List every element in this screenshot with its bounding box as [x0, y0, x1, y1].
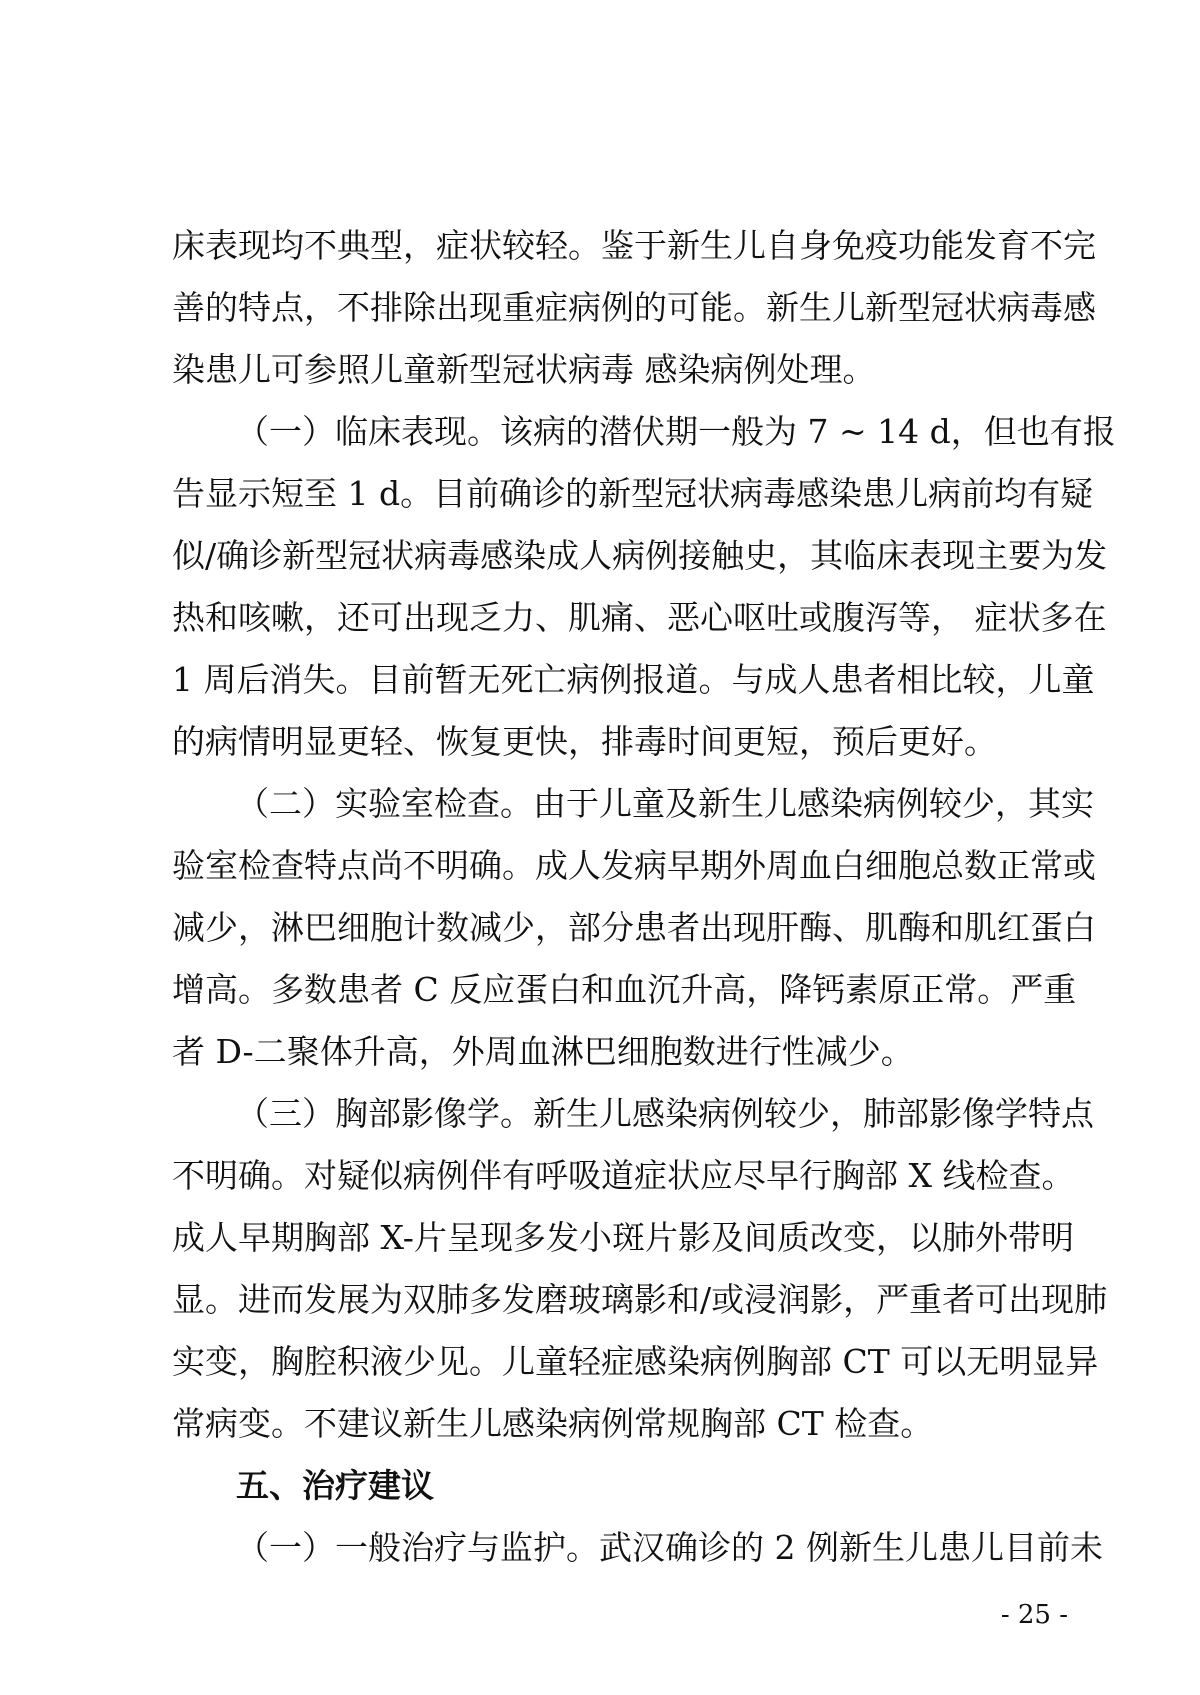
body-line: （三）胸部影像学。新生儿感染病例较少，肺部影像学特点: [236, 1094, 1094, 1133]
body-line: 者 D-二聚体升高，外周血淋巴细胞数进行性减少。: [172, 1032, 914, 1071]
body-line: 常病变。不建议新生儿感染病例常规胸部 CT 检查。: [172, 1404, 934, 1443]
body-line: 善的特点，不排除出现重症病例的可能。新生儿新型冠状病毒感: [172, 288, 1096, 327]
body-line: 染患儿可参照儿童新型冠状病毒 感染病例处理。: [172, 350, 876, 389]
body-line: 增高。多数患者 C 反应蛋白和血沉升高，降钙素原正常。严重: [172, 970, 1077, 1009]
body-line: 显。进而发展为双肺多发磨玻璃影和/或浸润影，严重者可出现肺: [172, 1280, 1108, 1319]
body-line: 1 周后消失。目前暂无死亡病例报道。与成人患者相比较，儿童: [172, 660, 1095, 699]
body-line: 的病情明显更轻、恢复更快，排毒时间更短，预后更好。: [172, 722, 997, 761]
body-line: 减少，淋巴细胞计数减少，部分患者出现肝酶、肌酶和肌红蛋白: [172, 908, 1096, 947]
body-line: 床表现均不典型，症状较轻。鉴于新生儿自身免疫功能发育不完: [172, 226, 1096, 265]
body-line: 验室检查特点尚不明确。成人发病早期外周血白细胞总数正常或: [172, 846, 1096, 885]
section-heading: 五、治疗建议: [236, 1466, 434, 1505]
body-line: 告显示短至 1 d。目前确诊的新型冠状病毒感染患儿病前均有疑: [172, 474, 1094, 513]
body-line: （二）实验室检查。由于儿童及新生儿感染病例较少，其实: [236, 784, 1094, 823]
body-line: 实变，胸腔积液少见。儿童轻症感染病例胸部 CT 可以无明显异: [172, 1342, 1099, 1381]
body-line: 热和咳嗽，还可出现乏力、肌痛、恶心呕吐或腹泻等， 症状多在: [172, 598, 1107, 637]
body-line: 成人早期胸部 X-片呈现多发小斑片影及间质改变，以肺外带明: [172, 1218, 1074, 1257]
page-number: - 25 -: [1000, 1600, 1068, 1630]
body-line: （一）临床表现。该病的潜伏期一般为 7 ~ 14 d，但也有报: [236, 412, 1116, 451]
body-line: 不明确。对疑似病例伴有呼吸道症状应尽早行胸部 X 线检查。: [172, 1156, 1075, 1195]
body-line: （一）一般治疗与监护。武汉确诊的 2 例新生儿患儿目前未: [236, 1528, 1103, 1567]
body-line: 似/确诊新型冠状病毒感染成人病例接触史，其临床表现主要为发: [172, 536, 1108, 575]
